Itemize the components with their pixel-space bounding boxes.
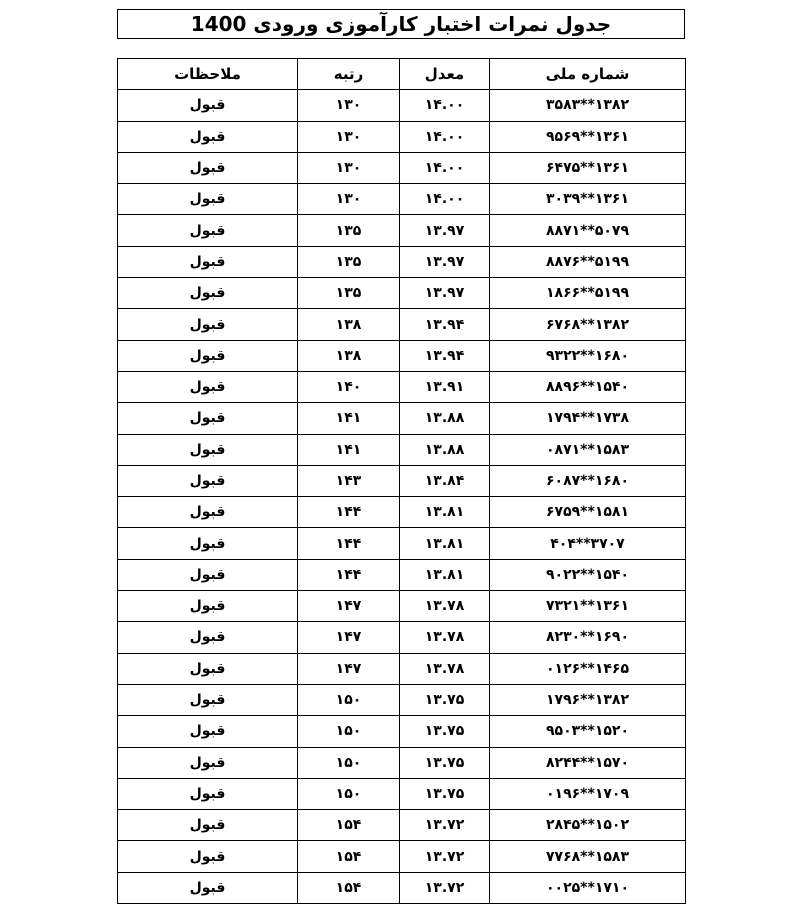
cell-average: ۱۳.۸۴ (400, 465, 490, 496)
cell-average: ۱۴.۰۰ (400, 90, 490, 121)
cell-average: ۱۳.۷۵ (400, 778, 490, 809)
cell-rank: ۱۵۰ (298, 684, 400, 715)
grades-table (117, 58, 686, 904)
header-rank: رتبه (298, 59, 400, 90)
cell-notes: قبول (118, 184, 298, 215)
cell-rank: ۱۵۰ (298, 778, 400, 809)
cell-national-id: ۱۶۹۰**۸۲۳۰ (490, 622, 686, 653)
table-row (118, 653, 686, 684)
table-row (118, 684, 686, 715)
cell-notes: قبول (118, 622, 298, 653)
cell-national-id: ۱۷۳۸**۱۷۹۴ (490, 403, 686, 434)
cell-national-id: ۱۵۴۰**۸۸۹۶ (490, 371, 686, 402)
cell-average: ۱۳.۷۸ (400, 653, 490, 684)
cell-rank: ۱۳۰ (298, 184, 400, 215)
cell-rank: ۱۴۷ (298, 622, 400, 653)
cell-notes: قبول (118, 215, 298, 246)
cell-notes: قبول (118, 716, 298, 747)
table-row (118, 810, 686, 841)
cell-national-id: ۱۷۱۰**۰۰۲۵ (490, 872, 686, 903)
cell-rank: ۱۴۷ (298, 653, 400, 684)
cell-national-id: ۱۳۶۱**۳۰۳۹ (490, 184, 686, 215)
table-row (118, 841, 686, 872)
header-notes: ملاحظات (118, 59, 298, 90)
cell-rank: ۱۴۷ (298, 591, 400, 622)
cell-rank: ۱۳۰ (298, 90, 400, 121)
cell-national-id: ۱۵۷۰**۸۲۴۴ (490, 747, 686, 778)
cell-rank: ۱۴۴ (298, 528, 400, 559)
cell-national-id: ۱۳۶۱**۷۳۲۱ (490, 591, 686, 622)
cell-rank: ۱۴۰ (298, 371, 400, 402)
cell-national-id: ۱۶۸۰**۶۰۸۷ (490, 465, 686, 496)
cell-national-id: ۱۵۸۳**۷۷۶۸ (490, 841, 686, 872)
cell-average: ۱۳.۸۸ (400, 403, 490, 434)
cell-national-id: ۱۵۴۰**۹۰۲۲ (490, 559, 686, 590)
cell-rank: ۱۳۰ (298, 121, 400, 152)
table-row (118, 152, 686, 183)
cell-average: ۱۳.۷۵ (400, 684, 490, 715)
cell-notes: قبول (118, 872, 298, 903)
cell-rank: ۱۳۵ (298, 246, 400, 277)
cell-rank: ۱۴۴ (298, 497, 400, 528)
cell-average: ۱۴.۰۰ (400, 152, 490, 183)
cell-average: ۱۴.۰۰ (400, 121, 490, 152)
cell-notes: قبول (118, 309, 298, 340)
table-row (118, 371, 686, 402)
table-row (118, 465, 686, 496)
cell-rank: ۱۳۵ (298, 215, 400, 246)
cell-average: ۱۳.۹۱ (400, 371, 490, 402)
cell-national-id: ۵۱۹۹**۸۸۷۶ (490, 246, 686, 277)
table-row (118, 716, 686, 747)
cell-rank: ۱۴۴ (298, 559, 400, 590)
cell-notes: قبول (118, 528, 298, 559)
table-row (118, 497, 686, 528)
cell-notes: قبول (118, 246, 298, 277)
table-row (118, 434, 686, 465)
cell-rank: ۱۵۴ (298, 841, 400, 872)
cell-average: ۱۳.۷۵ (400, 716, 490, 747)
cell-national-id: ۱۳۶۱**۶۴۷۵ (490, 152, 686, 183)
cell-rank: ۱۴۳ (298, 465, 400, 496)
cell-average: ۱۳.۸۱ (400, 528, 490, 559)
table-row (118, 872, 686, 903)
table-row (118, 747, 686, 778)
cell-notes: قبول (118, 653, 298, 684)
cell-rank: ۱۴۱ (298, 403, 400, 434)
cell-average: ۱۳.۷۲ (400, 841, 490, 872)
cell-average: ۱۴.۰۰ (400, 184, 490, 215)
cell-national-id: ۱۷۰۹**۰۱۹۶ (490, 778, 686, 809)
header-average: معدل (400, 59, 490, 90)
cell-notes: قبول (118, 90, 298, 121)
page-title-text: جدول نمرات اختبار کارآموزی ورودی 1400 (190, 12, 612, 36)
cell-rank: ۱۴۱ (298, 434, 400, 465)
cell-national-id: ۱۵۸۳**۰۸۷۱ (490, 434, 686, 465)
cell-notes: قبول (118, 278, 298, 309)
table-row (118, 246, 686, 277)
cell-rank: ۱۳۸ (298, 340, 400, 371)
cell-national-id: ۱۳۶۱**۹۵۶۹ (490, 121, 686, 152)
table-row (118, 559, 686, 590)
cell-national-id: ۱۵۰۲**۲۸۴۵ (490, 810, 686, 841)
cell-average: ۱۳.۹۷ (400, 278, 490, 309)
cell-notes: قبول (118, 559, 298, 590)
cell-average: ۱۳.۷۸ (400, 622, 490, 653)
cell-national-id: ۱۴۶۵**۰۱۲۶ (490, 653, 686, 684)
table-row (118, 403, 686, 434)
cell-national-id: ۱۶۸۰**۹۳۲۲ (490, 340, 686, 371)
cell-notes: قبول (118, 340, 298, 371)
cell-notes: قبول (118, 403, 298, 434)
cell-average: ۱۳.۹۷ (400, 215, 490, 246)
table-row (118, 90, 686, 121)
cell-rank: ۱۵۴ (298, 810, 400, 841)
cell-notes: قبول (118, 747, 298, 778)
table-body (118, 90, 686, 904)
cell-national-id: ۳۷۰۷**۴۰۴ (490, 528, 686, 559)
cell-notes: قبول (118, 810, 298, 841)
cell-notes: قبول (118, 591, 298, 622)
table-row (118, 215, 686, 246)
cell-average: ۱۳.۹۷ (400, 246, 490, 277)
cell-average: ۱۳.۹۴ (400, 309, 490, 340)
table-row (118, 622, 686, 653)
cell-notes: قبول (118, 778, 298, 809)
cell-average: ۱۳.۷۸ (400, 591, 490, 622)
table-row (118, 340, 686, 371)
cell-national-id: ۱۳۸۲**۶۷۶۸ (490, 309, 686, 340)
table-row (118, 528, 686, 559)
cell-rank: ۱۵۰ (298, 747, 400, 778)
page-title (117, 9, 685, 39)
cell-average: ۱۳.۷۲ (400, 810, 490, 841)
cell-average: ۱۳.۷۲ (400, 872, 490, 903)
cell-notes: قبول (118, 465, 298, 496)
cell-notes: قبول (118, 152, 298, 183)
cell-notes: قبول (118, 841, 298, 872)
cell-national-id: ۱۳۸۲**۳۵۸۳ (490, 90, 686, 121)
cell-national-id: ۵۱۹۹**۱۸۶۶ (490, 278, 686, 309)
cell-rank: ۱۳۸ (298, 309, 400, 340)
cell-rank: ۱۵۴ (298, 872, 400, 903)
cell-national-id: ۱۵۸۱**۶۷۵۹ (490, 497, 686, 528)
cell-average: ۱۳.۸۸ (400, 434, 490, 465)
table-row (118, 778, 686, 809)
cell-average: ۱۳.۸۱ (400, 559, 490, 590)
cell-average: ۱۳.۹۴ (400, 340, 490, 371)
cell-notes: قبول (118, 434, 298, 465)
cell-notes: قبول (118, 497, 298, 528)
cell-rank: ۱۵۰ (298, 716, 400, 747)
cell-national-id: ۵۰۷۹**۸۸۷۱ (490, 215, 686, 246)
header-national-id: شماره ملی (490, 59, 686, 90)
table-row (118, 184, 686, 215)
cell-national-id: ۱۵۲۰**۹۵۰۳ (490, 716, 686, 747)
table-row (118, 591, 686, 622)
header-row (118, 59, 686, 90)
table-header (118, 59, 686, 90)
cell-national-id: ۱۳۸۲**۱۷۹۶ (490, 684, 686, 715)
cell-rank: ۱۳۰ (298, 152, 400, 183)
cell-rank: ۱۳۵ (298, 278, 400, 309)
cell-notes: قبول (118, 684, 298, 715)
cell-average: ۱۳.۷۵ (400, 747, 490, 778)
table-row (118, 121, 686, 152)
table-row (118, 278, 686, 309)
cell-notes: قبول (118, 121, 298, 152)
cell-notes: قبول (118, 371, 298, 402)
table-row (118, 309, 686, 340)
cell-average: ۱۳.۸۱ (400, 497, 490, 528)
